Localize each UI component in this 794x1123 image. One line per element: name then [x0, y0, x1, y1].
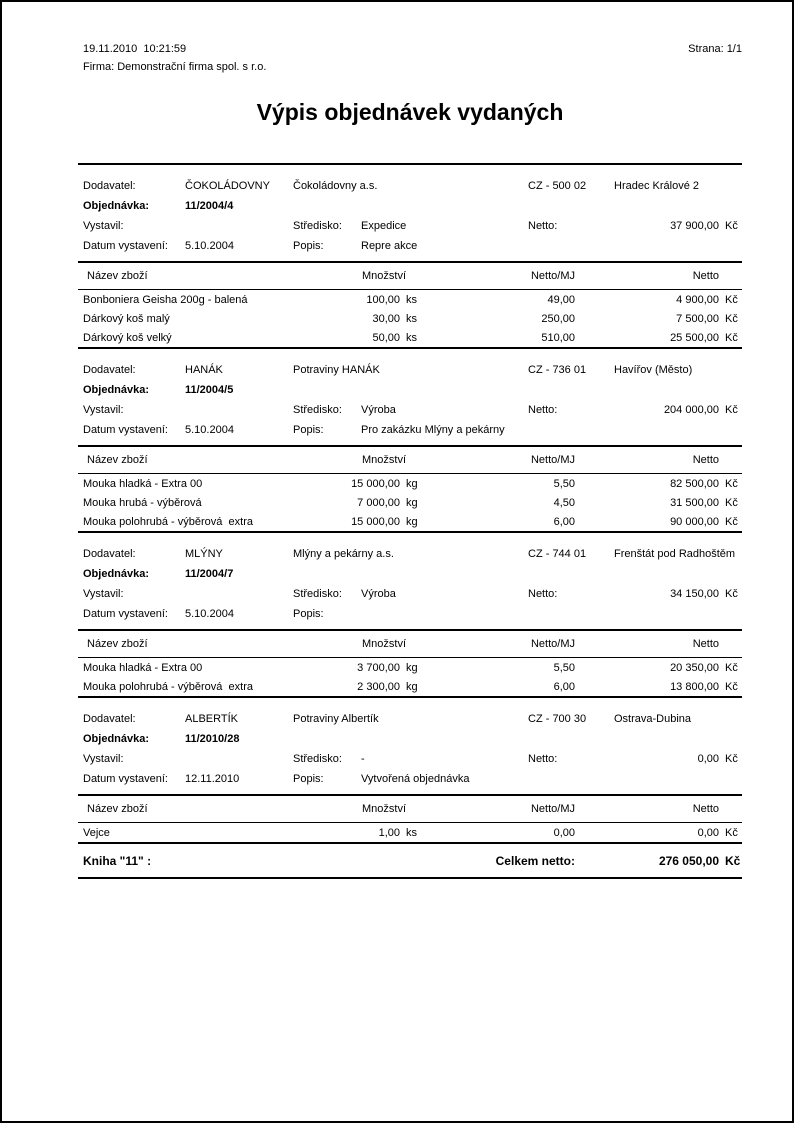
- item-name: Dárkový koš malý: [83, 312, 170, 325]
- item-unit: kg: [406, 496, 418, 509]
- netto-currency: Kč: [725, 588, 738, 600]
- col-header-name: Název zboží: [87, 803, 148, 815]
- supplier-zip: CZ - 500 02: [528, 180, 587, 192]
- item-total: 82 500,00: [670, 477, 719, 490]
- issue-date-value: 5.10.2004: [185, 240, 234, 252]
- description-label: Popis:: [293, 424, 324, 436]
- item-unit-price: 5,50: [553, 477, 575, 490]
- item-unit-price: 510,00: [541, 331, 575, 344]
- item-total: 20 350,00: [670, 661, 719, 674]
- item-quantity: 100,00: [366, 293, 400, 306]
- item-total: 0,00: [697, 826, 719, 839]
- issuer-row: [78, 749, 742, 769]
- item-currency: Kč: [725, 293, 738, 306]
- report-title: Výpis objednávek vydaných: [256, 99, 564, 125]
- grand-total-currency: Kč: [725, 853, 741, 868]
- item-row: [78, 823, 742, 842]
- report-body: [78, 163, 742, 879]
- supplier-zip: CZ - 700 30: [528, 713, 587, 725]
- summary-row: [78, 844, 742, 877]
- item-currency: Kč: [725, 680, 738, 693]
- netto-label: Netto:: [528, 220, 558, 232]
- order-label: Objednávka:: [83, 733, 150, 745]
- item-currency: Kč: [725, 826, 738, 839]
- issued-by-label: Vystavil:: [83, 220, 124, 232]
- order-number: 11/2010/28: [185, 733, 240, 745]
- issue-date-value: 5.10.2004: [185, 608, 234, 620]
- supplier-name: Čokoládovny a.s.: [293, 180, 378, 192]
- supplier-row: [78, 360, 742, 380]
- description-label: Popis:: [293, 773, 324, 785]
- item-unit: kg: [406, 661, 418, 674]
- item-unit-price: 6,00: [553, 680, 575, 693]
- issued-by-label: Vystavil:: [83, 753, 124, 765]
- supplier-row: [78, 544, 742, 564]
- item-quantity: 15 000,00: [351, 477, 400, 490]
- item-currency: Kč: [725, 661, 738, 674]
- item-quantity: 7 000,00: [357, 496, 400, 509]
- supplier-row: [78, 709, 742, 729]
- department-value: Výroba: [361, 588, 396, 600]
- description-label: Popis:: [293, 608, 324, 620]
- item-row: [78, 493, 742, 512]
- item-unit-price: 0,00: [553, 826, 575, 839]
- item-row: [78, 290, 742, 309]
- order-info: [78, 349, 742, 445]
- item-total: 4 900,00: [676, 293, 719, 306]
- date-row: [78, 420, 742, 440]
- order-number-row: [78, 380, 742, 400]
- item-name: Mouka polohrubá - výběrová extra: [83, 680, 253, 693]
- issued-by-label: Vystavil:: [83, 404, 124, 416]
- header-meta-row: [78, 40, 742, 58]
- items-table-header: [78, 631, 742, 657]
- order-label: Objednávka:: [83, 200, 150, 212]
- supplier-zip: CZ - 736 01: [528, 364, 587, 376]
- netto-currency: Kč: [725, 404, 738, 416]
- item-row: [78, 309, 742, 328]
- item-unit-price: 5,50: [553, 661, 575, 674]
- col-header-quantity: Množství: [361, 638, 406, 650]
- order-number: 11/2004/5: [185, 384, 234, 396]
- page-header: [78, 40, 742, 76]
- supplier-label: Dodavatel:: [83, 548, 136, 560]
- print-datetime: 19.11.2010 10:21:59: [83, 43, 187, 55]
- item-currency: Kč: [725, 496, 738, 509]
- item-total: 90 000,00: [670, 515, 719, 528]
- item-name: Dárkový koš velký: [83, 331, 172, 344]
- grand-total-value: 276 050,00: [658, 853, 719, 868]
- netto-value: 204 000,00: [663, 404, 719, 416]
- item-name: Mouka hrubá - výběrová: [83, 496, 202, 509]
- item-quantity: 2 300,00: [357, 680, 400, 693]
- issue-date-label: Datum vystavení:: [83, 773, 168, 785]
- department-value: -: [361, 753, 365, 765]
- issued-by-label: Vystavil:: [83, 588, 124, 600]
- items-table-header: [78, 447, 742, 473]
- col-header-netto: Netto: [692, 270, 719, 282]
- col-header-netto-mj: Netto/MJ: [530, 638, 575, 650]
- grand-total-label: Celkem netto:: [495, 853, 575, 868]
- item-row: [78, 512, 742, 531]
- order-number-row: [78, 729, 742, 749]
- item-currency: Kč: [725, 331, 738, 344]
- item-row: [78, 658, 742, 677]
- item-name: Mouka polohrubá - výběrová extra: [83, 515, 253, 528]
- issuer-row: [78, 400, 742, 420]
- item-unit: ks: [406, 312, 417, 325]
- item-quantity: 50,00: [372, 331, 400, 344]
- issue-date-value: 12.11.2010: [185, 773, 240, 785]
- page-number: Strana: 1/1: [688, 43, 742, 55]
- department-label: Středisko:: [293, 588, 342, 600]
- col-header-quantity: Množství: [361, 270, 406, 282]
- issue-date-label: Datum vystavení:: [83, 608, 168, 620]
- order-number: 11/2004/7: [185, 568, 234, 580]
- item-total: 13 800,00: [670, 680, 719, 693]
- item-name: Bonboniera Geisha 200g - balená: [83, 293, 248, 306]
- department-label: Středisko:: [293, 220, 342, 232]
- supplier-city: Frenštát pod Radhoštěm: [614, 548, 736, 560]
- department-label: Středisko:: [293, 753, 342, 765]
- supplier-row: [78, 176, 742, 196]
- col-header-netto: Netto: [692, 454, 719, 466]
- item-total: 31 500,00: [670, 496, 719, 509]
- description-value: Pro zakázku Mlýny a pekárny: [361, 424, 505, 436]
- supplier-city: Ostrava-Dubina: [614, 713, 692, 725]
- supplier-label: Dodavatel:: [83, 364, 136, 376]
- supplier-name: Potraviny Albertík: [293, 713, 379, 725]
- department-value: Expedice: [361, 220, 407, 232]
- description-label: Popis:: [293, 240, 324, 252]
- item-quantity: 15 000,00: [351, 515, 400, 528]
- item-currency: Kč: [725, 477, 738, 490]
- col-header-netto-mj: Netto/MJ: [530, 803, 575, 815]
- col-header-netto: Netto: [692, 803, 719, 815]
- department-label: Středisko:: [293, 404, 342, 416]
- supplier-city: Hradec Králové 2: [614, 180, 699, 192]
- report-content: [78, 40, 742, 879]
- department-value: Výroba: [361, 404, 396, 416]
- col-header-netto-mj: Netto/MJ: [530, 270, 575, 282]
- item-total: 7 500,00: [676, 312, 719, 325]
- order-label: Objednávka:: [83, 568, 150, 580]
- supplier-name: Potraviny HANÁK: [293, 364, 380, 376]
- col-header-quantity: Množství: [361, 803, 406, 815]
- item-currency: Kč: [725, 312, 738, 325]
- book-total-label: Kniha "11" :: [83, 853, 152, 868]
- item-unit-price: 6,00: [553, 515, 575, 528]
- description-value: Vytvořená objednávka: [361, 773, 470, 785]
- order-number-row: [78, 196, 742, 216]
- issuer-row: [78, 216, 742, 236]
- item-quantity: 3 700,00: [357, 661, 400, 674]
- issue-date-label: Datum vystavení:: [83, 424, 168, 436]
- order-number: 11/2004/4: [185, 200, 234, 212]
- item-name: Mouka hladká - Extra 00: [83, 477, 203, 490]
- company-line: Firma: Demonstrační firma spol. s r.o.: [83, 61, 267, 73]
- col-header-netto-mj: Netto/MJ: [530, 454, 575, 466]
- supplier-code: ALBERTÍK: [185, 713, 238, 725]
- items-table-header: [78, 796, 742, 822]
- netto-value: 37 900,00: [670, 220, 719, 232]
- supplier-code: HANÁK: [185, 364, 223, 376]
- item-quantity: 30,00: [372, 312, 400, 325]
- item-total: 25 500,00: [670, 331, 719, 344]
- netto-value: 0,00: [697, 753, 719, 765]
- item-quantity: 1,00: [378, 826, 400, 839]
- item-unit: kg: [406, 515, 418, 528]
- item-unit-price: 4,50: [553, 496, 575, 509]
- order-info: [78, 698, 742, 794]
- netto-label: Netto:: [528, 404, 558, 416]
- item-unit-price: 250,00: [541, 312, 575, 325]
- netto-currency: Kč: [725, 220, 738, 232]
- supplier-code: MLÝNY: [185, 548, 223, 560]
- supplier-code: ČOKOLÁDOVNY: [185, 180, 270, 192]
- col-header-name: Název zboží: [87, 270, 148, 282]
- item-unit-price: 49,00: [547, 293, 575, 306]
- netto-currency: Kč: [725, 753, 738, 765]
- date-row: [78, 604, 742, 624]
- supplier-label: Dodavatel:: [83, 713, 136, 725]
- date-row: [78, 769, 742, 789]
- netto-value: 34 150,00: [670, 588, 719, 600]
- supplier-name: Mlýny a pekárny a.s.: [293, 548, 394, 560]
- supplier-zip: CZ - 744 01: [528, 548, 587, 560]
- item-name: Mouka hladká - Extra 00: [83, 661, 203, 674]
- col-header-netto: Netto: [692, 638, 719, 650]
- order-label: Objednávka:: [83, 384, 150, 396]
- netto-label: Netto:: [528, 753, 558, 765]
- col-header-quantity: Množství: [361, 454, 406, 466]
- supplier-label: Dodavatel:: [83, 180, 136, 192]
- netto-label: Netto:: [528, 588, 558, 600]
- issue-date-value: 5.10.2004: [185, 424, 234, 436]
- item-name: Vejce: [83, 826, 110, 839]
- order-number-row: [78, 564, 742, 584]
- items-table-header: [78, 263, 742, 289]
- col-header-name: Název zboží: [87, 638, 148, 650]
- item-unit: ks: [406, 331, 417, 344]
- item-row: [78, 474, 742, 493]
- item-unit: kg: [406, 477, 418, 490]
- description-value: Repre akce: [361, 240, 418, 252]
- bottom-rule: [78, 877, 742, 879]
- item-row: [78, 677, 742, 696]
- supplier-city: Havířov (Město): [614, 364, 693, 376]
- item-currency: Kč: [725, 515, 738, 528]
- issue-date-label: Datum vystavení:: [83, 240, 168, 252]
- order-info: [78, 165, 742, 261]
- date-row: [78, 236, 742, 256]
- col-header-name: Název zboží: [87, 454, 148, 466]
- item-unit: kg: [406, 680, 418, 693]
- order-info: [78, 533, 742, 629]
- item-unit: ks: [406, 293, 417, 306]
- item-row: [78, 328, 742, 347]
- issuer-row: [78, 584, 742, 604]
- item-unit: ks: [406, 826, 417, 839]
